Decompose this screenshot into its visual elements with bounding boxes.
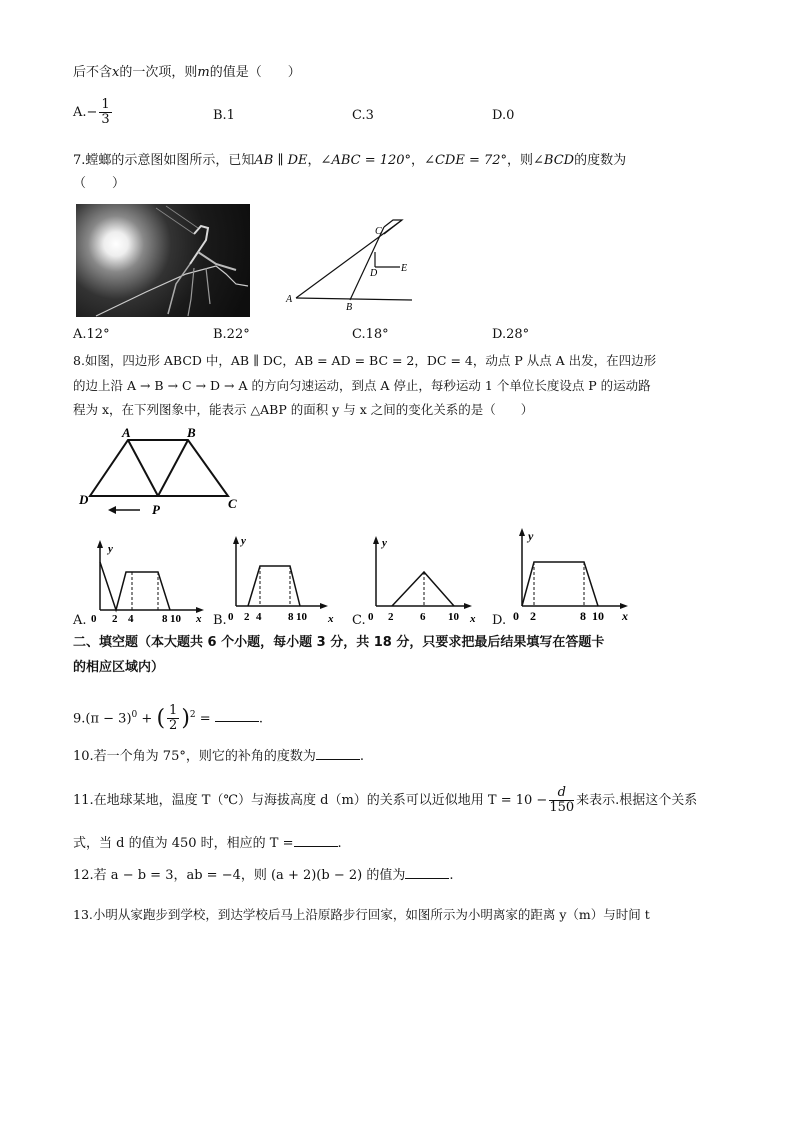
q8-quadrilateral-figure — [76, 424, 256, 520]
q6-option-b[interactable]: B.1 — [213, 108, 235, 123]
graph-d-tick-0: 0 — [513, 609, 519, 623]
q7-cond-parallel: AB ∥ DE — [254, 153, 308, 168]
q7-stem-c: 的度数为 — [574, 153, 627, 168]
q7-stem-b: ，则 — [507, 153, 534, 168]
q11-fraction-denominator: 150 — [549, 800, 575, 815]
q11-answer-blank[interactable] — [294, 834, 338, 847]
q6-text-c: 的值是（ ） — [209, 65, 301, 80]
q8-label-b: B — [187, 425, 196, 440]
q7-option-d[interactable]: D.28° — [492, 327, 530, 342]
q11-stem-line-2 — [73, 834, 342, 853]
graph-a-x-label: x — [196, 613, 202, 625]
q6-option-d[interactable]: D.0 — [492, 108, 515, 123]
q8-line-1: 8.如图，四边形 ABCD 中，AB ∥ DC，AB = AD = BC = 2，DC = 4，动点 P 从点 A 出发，在四边形 — [73, 353, 657, 368]
graph-b-x-arrow-icon — [320, 603, 328, 609]
q8-option-b-label[interactable]: B. — [213, 613, 227, 628]
q9-equals: = — [195, 711, 215, 727]
graph-d-x-label: x — [622, 609, 628, 623]
graph-c-x-arrow-icon — [464, 603, 472, 609]
graph-b-x-label: x — [328, 613, 334, 624]
graph-d-tick-8: 8 — [580, 609, 586, 623]
graph-c-tick-6: 6 — [420, 611, 426, 623]
q7-option-c[interactable]: C.18° — [352, 327, 389, 342]
graph-b-y-arrow-icon — [233, 536, 239, 544]
q6-var-m: m — [197, 65, 210, 80]
q8-line-3: 程为 x，在下列图象中，能表示 △ABP 的面积 y 与 x 之间的变化关系的是（ ） — [73, 402, 534, 417]
graph-a-tick-8: 8 — [162, 613, 168, 625]
q9-answer-blank[interactable] — [215, 709, 259, 722]
graph-b-y-label: y — [241, 535, 246, 547]
q8-option-a-label[interactable]: A. — [73, 613, 87, 628]
q8-option-c-label[interactable]: C. — [352, 613, 366, 628]
graph-b-tick-10: 10 — [296, 611, 307, 623]
graph-a-tick-2: 2 — [112, 613, 118, 625]
section-2-heading-line-2: 的相应区域内） — [73, 660, 165, 675]
q7-cond-abc: ∠ABC = 120° — [320, 153, 412, 168]
mantis-photo — [76, 204, 250, 317]
q13-stem: 13.小明从家跑步到学校，到达学校后马上沿原路步行回家，如图所示为小明离家的距离 y（m）与时间 t — [73, 907, 650, 922]
q11-text-b: 来表示.根据这个关系 — [576, 793, 698, 808]
graph-c-tick-2: 2 — [388, 611, 394, 623]
graph-b-tick-2: 2 — [244, 611, 250, 623]
graph-b-tick-4: 4 — [256, 611, 262, 623]
graph-b-curve — [248, 566, 300, 606]
q7-line-bc — [350, 227, 384, 300]
q6-option-c[interactable]: C.3 — [352, 108, 374, 123]
q7-sep-2: ， — [411, 153, 425, 168]
graph-a-tick-10: 10 — [170, 613, 181, 625]
q6-option-a-prefix: A.− — [73, 105, 98, 120]
q9-exponent-two: 2 — [189, 710, 196, 720]
graph-d-curve — [522, 562, 598, 606]
q6-option-a-denominator: 3 — [101, 112, 110, 127]
q9-prefix: 9. — [73, 711, 86, 727]
graph-c-curve — [392, 572, 454, 606]
graph-b-tick-8: 8 — [288, 611, 294, 623]
graph-a-y-label: y — [108, 543, 113, 555]
q7-stem — [73, 152, 626, 170]
q7-head — [384, 220, 402, 234]
q8-direction-arrow-icon — [108, 506, 116, 514]
q8-graph-b[interactable] — [224, 534, 344, 624]
graph-c-y-arrow-icon — [373, 536, 379, 544]
q7-label-d: D — [370, 268, 378, 279]
section-2-heading-line-1: 二、填空题（本大题共 6 个小题，每小题 3 分，共 18 分，只要求把最后结果填写在答题卡 — [73, 635, 605, 650]
q7-stem-a: 7.螳螂的示意图如图所示，已知 — [73, 153, 255, 168]
graph-c-x-label: x — [470, 613, 476, 624]
q6-option-a[interactable] — [73, 98, 114, 127]
q8-label-p: P — [152, 502, 160, 517]
graph-a-y-arrow-icon — [97, 540, 103, 548]
q8-label-d: D — [79, 492, 89, 507]
q6-var-x: x — [112, 65, 120, 80]
q7-paren: （ ） — [73, 176, 126, 191]
q8-graph-d[interactable] — [510, 526, 636, 624]
q8-option-d-label[interactable]: D. — [492, 613, 507, 628]
q10-text: 10.若一个角为 75°，则它的补角的度数为 — [73, 749, 316, 764]
q9-exponent-zero: 0 — [131, 710, 138, 720]
graph-d-tick-2: 2 — [530, 609, 536, 623]
q7-label-c: C — [375, 226, 382, 237]
q9-fraction-denominator: 2 — [169, 718, 178, 734]
graph-d-tick-10: 10 — [592, 609, 604, 623]
q12-stem — [73, 866, 453, 885]
q12-text: 12.若 a − b = 3，ab = −4，则 (a + 2)(b − 2) 的值为 — [73, 868, 406, 883]
q8-quadrilateral-abcd — [90, 440, 228, 496]
q8-segment-bp — [158, 440, 188, 496]
q11-stem-line-1 — [73, 786, 697, 816]
q9-base: (π − 3) — [85, 711, 132, 727]
q10-stem — [73, 747, 364, 766]
q6-text-a: 后不含 — [73, 65, 113, 80]
q7-target: ∠BCD — [533, 153, 575, 168]
q8-label-a: A — [122, 425, 131, 440]
q7-geometry-figure — [280, 212, 420, 312]
q7-option-b[interactable]: B.22° — [213, 327, 250, 342]
q7-line-ab — [296, 298, 412, 300]
q9-stem: $9.(\pi - 3)^0$ + ( $\frac{1}{2}$ )$^2$ = . — [73, 703, 263, 734]
q9-plus: + — [137, 711, 157, 727]
q8-graph-a[interactable] — [88, 538, 208, 626]
q9-fraction-numerator: 1 — [169, 703, 178, 719]
q12-end: . — [449, 868, 454, 883]
graph-a-tick-4: 4 — [128, 613, 134, 625]
q8-line-2: 的边上沿 A → B → C → D → A 的方向匀速运动，到点 A 停止，每秒运动 1 个单位长度设点 P 的运动路 — [73, 378, 651, 393]
q8-segment-ap — [128, 440, 158, 496]
q8-label-c: C — [228, 496, 237, 511]
q7-label-a: A — [286, 294, 293, 305]
graph-a-curve — [100, 562, 170, 610]
q7-label-e: E — [401, 263, 408, 274]
q6-text-b: 的一次项，则 — [119, 65, 198, 80]
q8-graph-c[interactable] — [364, 534, 484, 624]
graph-c-y-label: y — [382, 537, 387, 549]
q11-fraction-numerator: d — [549, 786, 574, 801]
q11-end: . — [337, 836, 342, 851]
q6-option-a-numerator: 1 — [101, 97, 110, 112]
q7-cond-cde: ∠CDE = 72° — [424, 153, 508, 168]
q10-end: . — [359, 749, 364, 764]
q7-label-b: B — [346, 302, 353, 312]
q11-text-a: 11.在地球某地，温度 T（℃）与海拔高度 d（m）的关系可以近似地用 T = 10 − — [73, 793, 548, 808]
graph-a-tick-0: 0 — [91, 613, 97, 625]
q10-answer-blank[interactable] — [316, 747, 360, 760]
graph-d-y-arrow-icon — [519, 528, 525, 536]
q11-line2-text: 式，当 d 的值为 450 时，相应的 T = — [73, 836, 294, 851]
q6-stem-tail — [73, 64, 301, 82]
q12-answer-blank[interactable] — [405, 866, 449, 879]
graph-b-tick-0: 0 — [228, 611, 234, 623]
q7-sep-1: ， — [307, 153, 321, 168]
graph-d-y-label: y — [528, 529, 534, 543]
graph-c-tick-0: 0 — [368, 611, 374, 623]
graph-c-tick-10: 10 — [448, 611, 459, 623]
mantis-silhouette — [76, 204, 250, 317]
q7-option-a[interactable]: A.12° — [73, 327, 110, 342]
